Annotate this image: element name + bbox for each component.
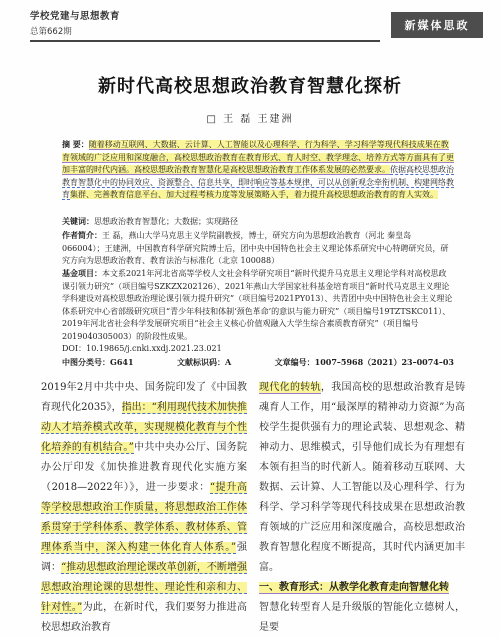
abstract-text-end: 集群、完善教育信息平台、加大过程考核力度等发展策略入手，着力提升高校思想政治教育的育人实效。 — [70, 190, 438, 200]
body-highlight: 指出：“利用现代技术加快推动人才培养模式改革，实现规模化教育与个性化培养的有机结合。” — [41, 402, 247, 453]
document-code: 文献标识码：A — [176, 357, 232, 367]
section-label: 新媒体思政 — [391, 12, 483, 38]
body-highlight: “推动思想政治理论课改革创新，不断增强思想政治理论课的思想性、理论性和亲和力、针对性。” — [41, 562, 247, 613]
issue-number: 总第662期 — [30, 27, 72, 37]
article-number: 文章编号：1007–5968（2021）23–0074–03 — [274, 357, 454, 367]
journal-name: 学校党建与思想教育 — [30, 11, 121, 22]
doi: DOI：10.19865/j.cnki.xxdj.2021.23.021 — [62, 344, 222, 353]
body-highlight: 现代化的转轨 — [259, 382, 321, 393]
fund-text: 本文系2021年河北省高等学校人文社会科学研究项目“新时代提升马克思主义理论学科对高校思政课引领力研究”（项目编号SZKZX202126）、2021年燕山大学国家社科基金培育项目“新时代马克思主义理论学科建设对高校思想政治理论课引领力提升研究”（项目编号2021PY013）、共青团中央中国特色社会主义理论体系研究中心省部级研究项目“青少年科技和体制‘颈色革命’的意识与能力研究”（项目编号19TZTSKC011）、2019年河北省社会科学发展研究项目“社会主义核心价值观融入大学生综合素质教育研究”（项目编号2019040305003）的阶段性成果。 — [62, 269, 453, 341]
fund-project — [62, 267, 454, 344]
article-title: 新时代高校思想政治教育智慧化探析 — [98, 76, 402, 97]
abstract-label: 摘 要： — [62, 139, 89, 149]
body-column-right — [259, 378, 465, 638]
clc-number: 中图分类号：G641 — [62, 357, 134, 367]
section-heading: 一、教育形式：从教学化教育走向智慧化转 — [259, 582, 449, 593]
body-text: 智慧化转型育人是升级版的智能化立德树人，是要 — [259, 602, 465, 633]
abstract — [62, 138, 454, 202]
body-text: 为此，在新时代，我们要努力推进高校思想政治教育 — [41, 602, 247, 633]
author-bio — [62, 229, 454, 268]
header-divider — [30, 40, 380, 42]
body-column-left — [41, 378, 247, 638]
fund-label: 基金项目： — [62, 268, 102, 278]
keywords-label: 关键词： — [62, 216, 94, 226]
classification-row — [62, 357, 454, 368]
body-text: 中共中央办公厅、国务院办公厅印发《加快推进教育现代化实施方案（2018—2022年）》，进一步要求： — [41, 442, 247, 493]
body-text: 2019年2月中共中央、国务院印发了《中国教育现代化2035》， — [41, 382, 247, 413]
bio-label: 作者简介： — [62, 230, 102, 240]
keywords-text: 思想政治教育智慧化；大数据；实现路径 — [94, 217, 238, 226]
body-text: 强调： — [41, 542, 247, 573]
body-highlight: “提升高等学校思想政治工作质量，将思想政治工作体系贯穿于学科体系、教学体系、教材体系、管理体系当中，深入构建一体化育人体系。” — [41, 482, 247, 553]
journal-header — [30, 8, 230, 37]
keywords — [62, 215, 454, 229]
bio-text: 王 磊，燕山大学马克思主义学院副教授，博士，研究方向为思想政治教育（河北 秦皇岛 066004）；王建洲，中国教育科学研究院博士后，团中央中国特色社会主义理论体系研究中心特聘研究员，研究方向为思想政治教育、教育法治与标准化（北京 100088） — [62, 231, 449, 266]
article-authors: □ 王 磊 王建洲 — [206, 114, 294, 125]
body-text: ，我国高校的思想政治教育是铸魂育人工作，用“最深厚的精神动力资源”为高校学生提供强有力的理论武装、思想观念、精神动力、思维模式，引导他们成长为有理想有本领有担当的时代新人。随着移动互联网、大数据、云计算、人工智能以及心理科学、行为科学、学习科学等现代科技成果在思想政治教育领域的广泛应用和深度融合，高校思想政治教育智慧化程度不断提高，其时代内涵更加丰富。 — [259, 382, 466, 573]
abstract-text-highlighted: 随着移动互联网、大数据、云计算、人工智能以及心理科学、行为科学、学习科学等现代科技成果在教育领域的广泛应用和深度融合，高校思想政治教育在教育形式、育人时空、教学理念、培养方式等方面具有了更加丰富的时代内涵。高校思想政治教育智慧化是高校思想政治教育工作体系发展的必然要求。 — [62, 140, 454, 175]
abstract-text-underlined: 依据高校思想政治教育智慧化中的协同效应、资源整合、信息共享，即时响应等基本规律，可以从创新观念牵衔机制、构建网络教育 — [62, 165, 454, 200]
